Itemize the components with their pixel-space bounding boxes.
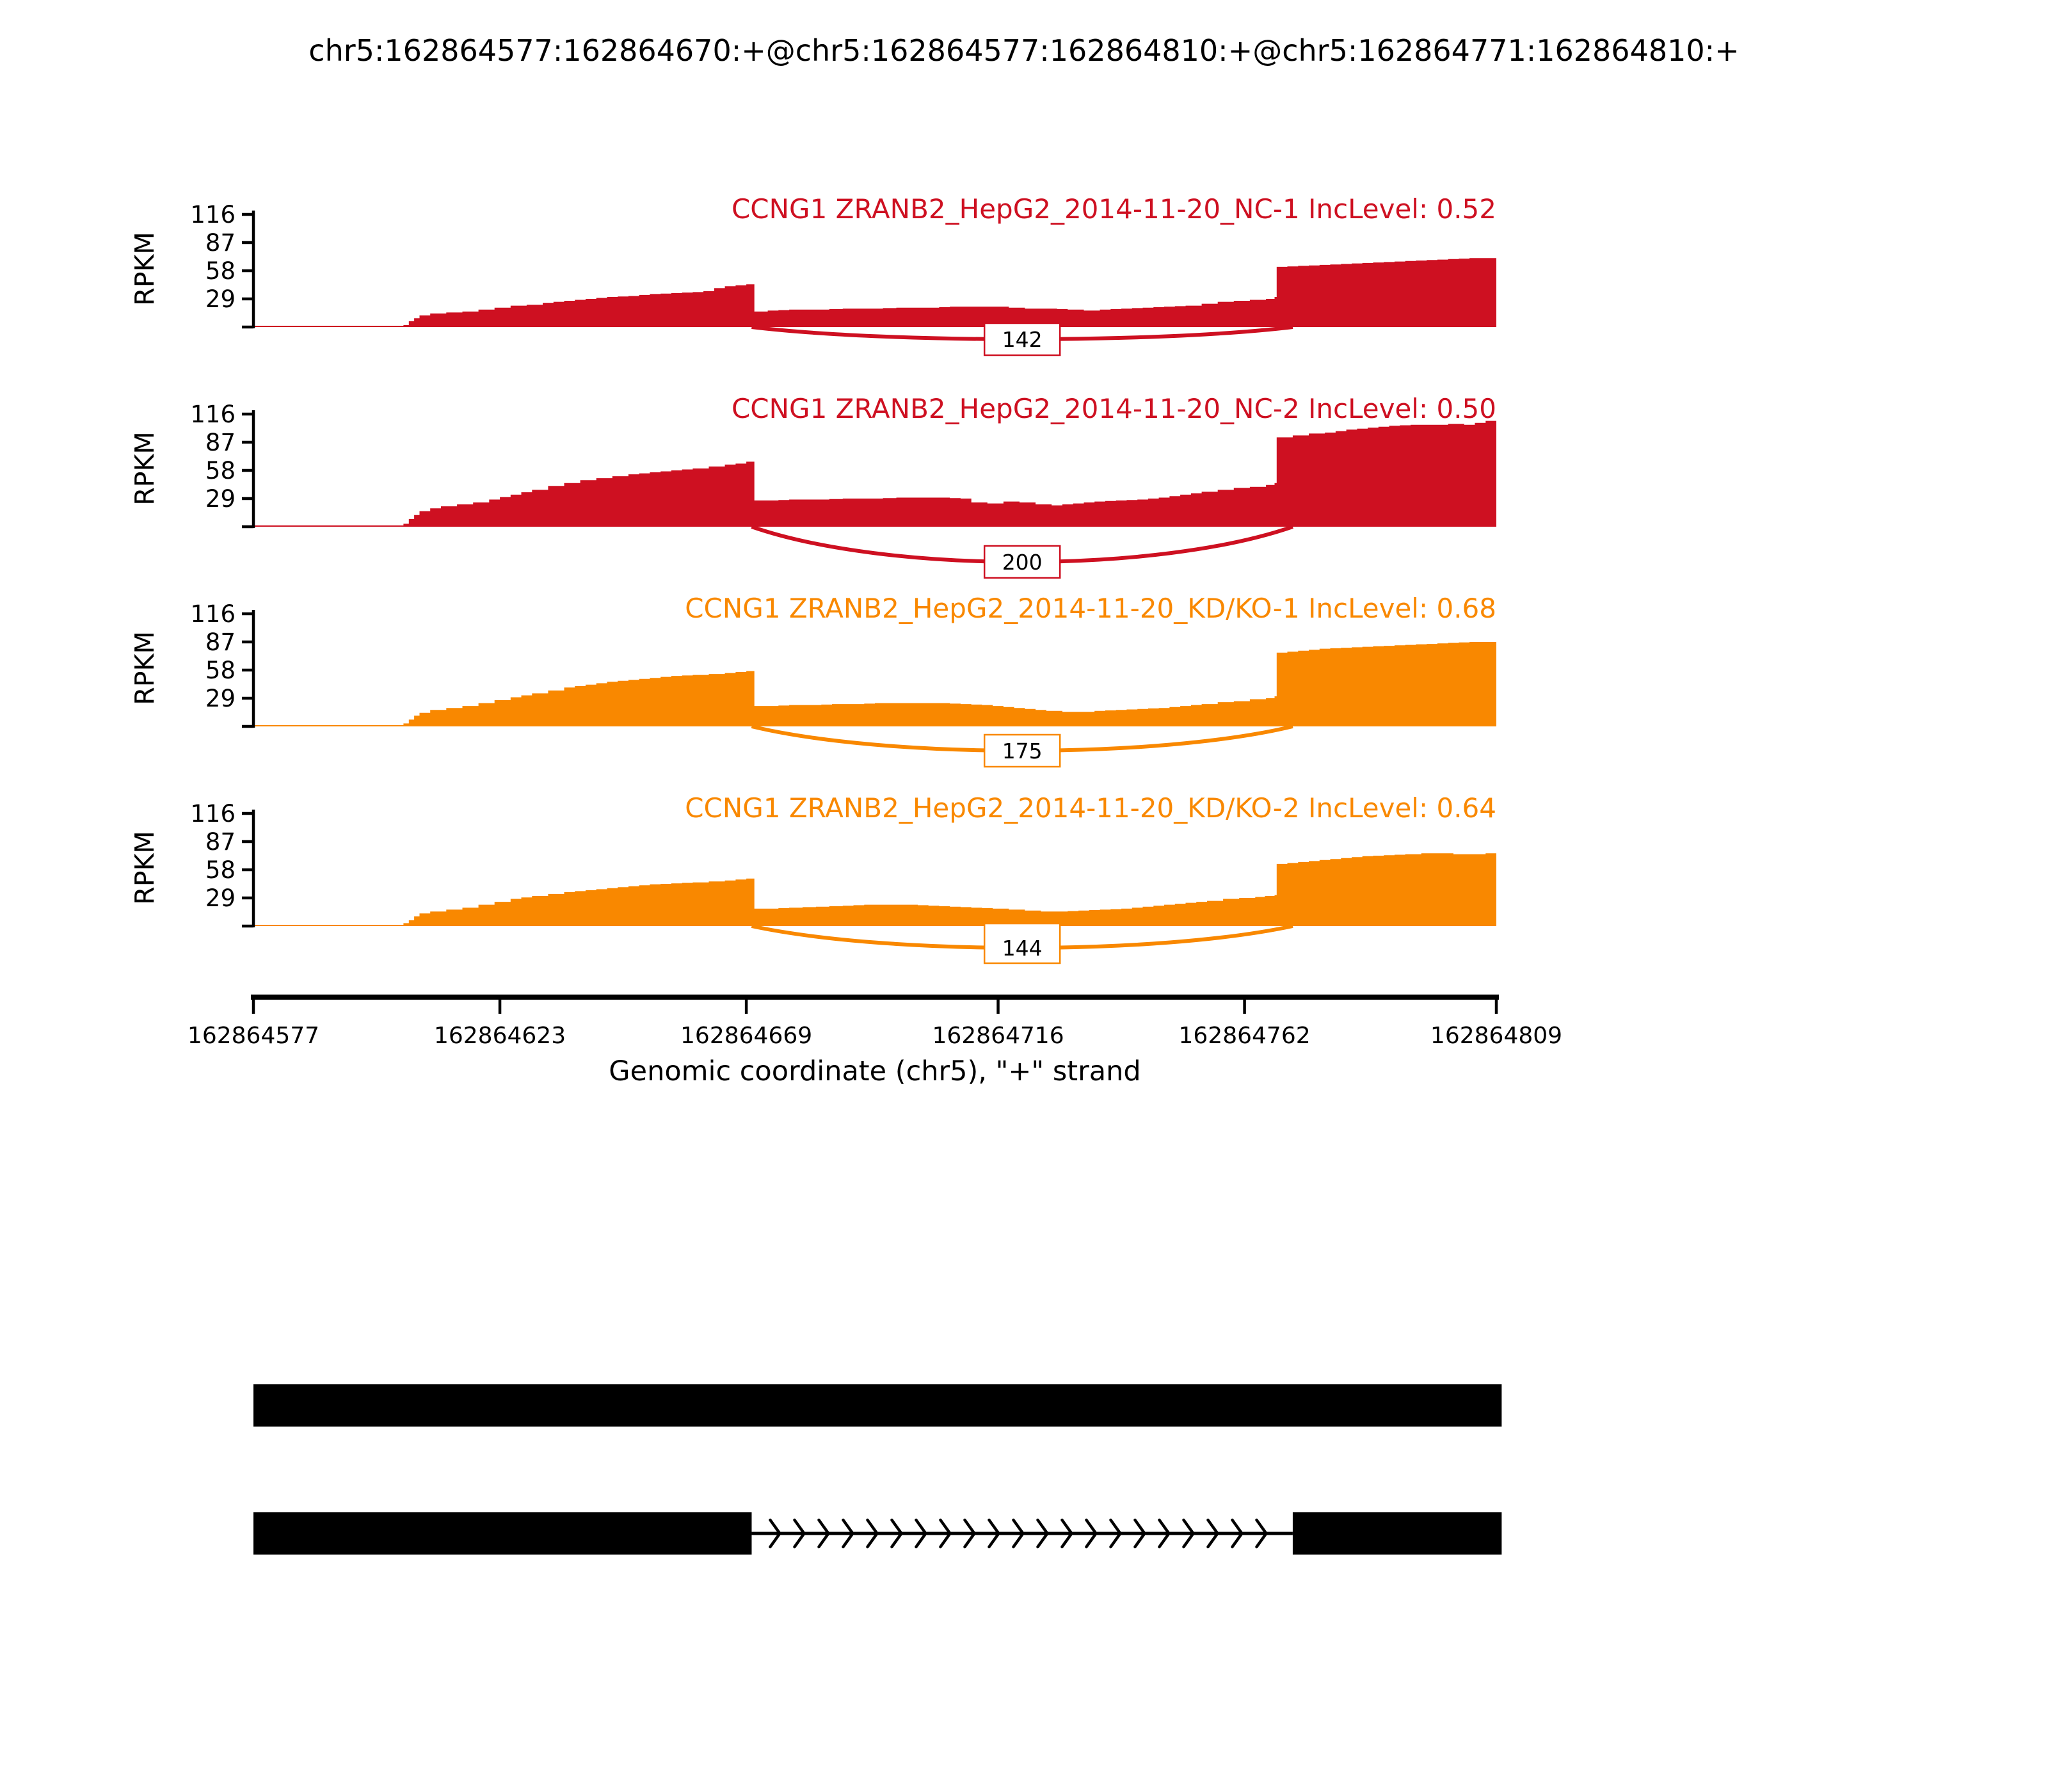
coverage-track-1 — [129, 193, 1496, 355]
y-tick-label: 116 — [190, 600, 236, 628]
x-tick-label: 162864669 — [680, 1023, 813, 1049]
y-tick-label: 58 — [205, 657, 236, 685]
y-tick-label: 87 — [205, 429, 236, 457]
y-tick-label: 87 — [205, 828, 236, 856]
y-tick-label: 87 — [205, 628, 236, 657]
isoform-2-exon — [1293, 1512, 1501, 1555]
coverage-area — [253, 420, 1496, 527]
x-tick-label: 162864716 — [932, 1023, 1064, 1049]
y-tick-label: 29 — [205, 884, 236, 913]
y-tick-label: 116 — [190, 201, 236, 229]
y-tick-label: 116 — [190, 401, 236, 429]
junction-count-label: 142 — [1002, 327, 1043, 352]
coverage-track-4 — [129, 792, 1496, 963]
coverage-area — [253, 641, 1496, 727]
y-tick-label: 29 — [205, 485, 236, 513]
x-tick-label: 162864809 — [1430, 1023, 1563, 1049]
y-tick-label: 58 — [205, 457, 236, 485]
x-tick-label: 162864762 — [1178, 1023, 1311, 1049]
coverage-track-2 — [129, 393, 1496, 578]
coverage-area — [253, 853, 1496, 926]
y-tick-label: 87 — [205, 229, 236, 257]
y-tick-label: 116 — [190, 800, 236, 828]
coverage-area — [253, 257, 1496, 327]
y-axis-title: RPKM — [129, 232, 160, 306]
y-axis-title: RPKM — [129, 831, 160, 905]
junction-count-label: 144 — [1002, 936, 1043, 961]
y-tick-label: 29 — [205, 285, 236, 314]
junction-count-label: 175 — [1002, 739, 1043, 764]
y-axis-title: RPKM — [129, 431, 160, 506]
figure-title: chr5:162864577:162864670:+@chr5:162864577:162864810:+@chr5:162864771:162864810:+ — [308, 33, 1740, 68]
track-title: CCNG1 ZRANB2_HepG2_2014-11-20_KD/KO-1 IncLevel: 0.68 — [685, 593, 1496, 624]
y-axis-title: RPKM — [129, 631, 160, 705]
x-axis — [188, 997, 1562, 1087]
gene-model — [253, 1384, 1501, 1555]
track-title: CCNG1 ZRANB2_HepG2_2014-11-20_NC-1 IncLevel: 0.52 — [731, 193, 1496, 225]
x-tick-label: 162864577 — [187, 1023, 320, 1049]
x-tick-label: 162864623 — [433, 1023, 566, 1049]
isoform-2-exon — [253, 1512, 751, 1555]
junction-count-label: 200 — [1002, 550, 1043, 575]
y-tick-label: 58 — [205, 856, 236, 884]
track-title: CCNG1 ZRANB2_HepG2_2014-11-20_KD/KO-2 IncLevel: 0.64 — [685, 792, 1496, 824]
coverage-track-3 — [129, 593, 1496, 767]
y-tick-label: 58 — [205, 257, 236, 285]
isoform-1-exon — [253, 1384, 1501, 1427]
y-tick-label: 29 — [205, 685, 236, 713]
x-axis-title: Genomic coordinate (chr5), "+" strand — [609, 1055, 1141, 1087]
track-title: CCNG1 ZRANB2_HepG2_2014-11-20_NC-2 IncLevel: 0.50 — [731, 393, 1496, 424]
